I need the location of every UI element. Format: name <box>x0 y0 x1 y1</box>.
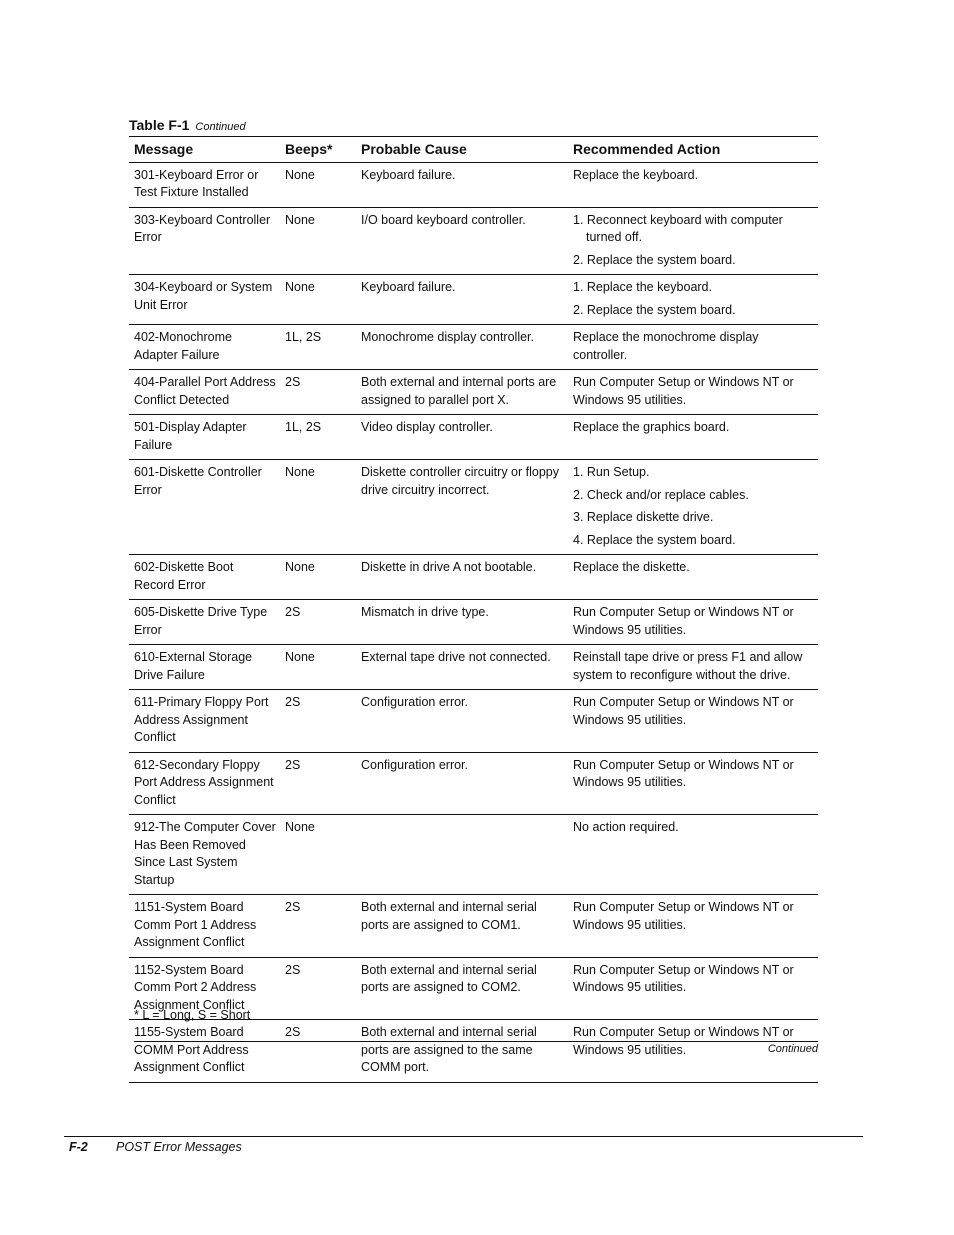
action-step: Run Computer Setup or Windows NT or Windows 95 utilities. <box>573 695 794 727</box>
probable-cause-cell: Diskette in drive A not bootable. <box>361 560 537 574</box>
recommended-action-cell <box>568 370 818 415</box>
table-continued-label: Continued <box>195 121 246 133</box>
recommended-action-cell <box>568 555 818 600</box>
beeps-cell: 2S <box>285 1025 301 1039</box>
table-footnote: * L = Long, S = Short <box>134 1008 251 1022</box>
message-cell: 601-Diskette Controller Error <box>134 465 262 497</box>
table-row <box>129 162 818 207</box>
action-step: Run Computer Setup or Windows NT or Windows 95 utilities. <box>573 962 794 994</box>
recommended-action-cell <box>568 645 818 690</box>
table-row <box>129 752 818 815</box>
beeps-cell: 2S <box>285 757 301 772</box>
probable-cause-cell: Both external and internal serial ports are assigned to COM1. <box>361 900 537 932</box>
action-step: No action required. <box>573 820 679 834</box>
message-cell: 304-Keyboard or System Unit Error <box>134 280 273 312</box>
probable-cause-cell <box>356 815 568 895</box>
action-step: Replace the keyboard. <box>573 167 699 182</box>
recommended-action-cell <box>568 460 818 555</box>
action-step: 4. Replace the system board. <box>573 532 736 547</box>
probable-cause-cell: Diskette controller circuitry or floppy drive circuitry incorrect. <box>361 465 559 497</box>
probable-cause-cell: Both external and internal ports are assigned to parallel port X. <box>361 375 557 407</box>
beeps-cell: None <box>285 820 315 834</box>
message-cell: 402-Monochrome Adapter Failure <box>134 330 232 362</box>
beeps-cell: 2S <box>285 900 301 914</box>
recommended-action-cell <box>568 415 818 460</box>
continued-note: Continued <box>767 1043 818 1055</box>
recommended-action-cell <box>568 752 818 815</box>
action-step: 2. Replace the system board. <box>573 252 736 267</box>
recommended-action-cell <box>568 895 818 958</box>
beeps-cell: 1L, 2S <box>285 330 322 344</box>
beeps-cell: 2S <box>285 605 301 619</box>
table-row <box>129 370 818 415</box>
recommended-action-cell <box>568 600 818 645</box>
recommended-action-cell <box>568 957 818 1020</box>
recommended-action-cell <box>568 690 818 753</box>
recommended-action-cell <box>568 162 818 207</box>
header-recommended-action: Recommended Action <box>568 137 818 163</box>
action-step: 2. Replace the system board. <box>573 302 736 317</box>
probable-cause-cell: Mismatch in drive type. <box>361 605 489 619</box>
recommended-action-cell <box>568 325 818 370</box>
action-step: Replace the diskette. <box>573 560 690 574</box>
action-step: 1. Run Setup. <box>573 465 650 479</box>
message-cell: 1151-System Board Comm Port 1 Address Assignment Conflict <box>134 900 257 949</box>
beeps-cell: None <box>285 560 315 574</box>
message-cell: 602-Diskette Boot Record Error <box>134 560 234 592</box>
message-cell: 303-Keyboard Controller Error <box>134 212 271 244</box>
header-probable-cause: Probable Cause <box>356 137 568 163</box>
probable-cause-cell: Keyboard failure. <box>361 280 456 294</box>
beeps-cell: 2S <box>285 695 301 709</box>
beeps-cell: None <box>285 280 315 294</box>
beeps-cell: 2S <box>285 962 301 977</box>
action-step: 1. Reconnect keyboard with computer turned off. <box>573 212 783 244</box>
table-caption <box>129 117 246 133</box>
message-cell: 611-Primary Floppy Port Address Assignment Conflict <box>134 695 269 744</box>
table-label: Table F-1 <box>129 117 190 133</box>
beeps-cell: None <box>285 167 315 182</box>
continued-divider <box>134 1041 818 1042</box>
table-row <box>129 325 818 370</box>
action-step: Run Computer Setup or Windows NT or Windows 95 utilities. <box>573 375 794 407</box>
message-cell: 301-Keyboard Error or Test Fixture Installed <box>134 167 259 199</box>
action-step: Run Computer Setup or Windows NT or Windows 95 utilities. <box>573 1025 794 1057</box>
table-row <box>129 690 818 753</box>
probable-cause-cell: External tape drive not connected. <box>361 650 551 664</box>
probable-cause-cell: Both external and internal serial ports are assigned to the same COMM port. <box>361 1025 537 1074</box>
action-step: Replace the monochrome display controller. <box>573 330 759 362</box>
table-row <box>129 815 818 895</box>
action-step: 1. Replace the keyboard. <box>573 280 712 294</box>
table-body <box>129 162 818 1082</box>
beeps-cell: 1L, 2S <box>285 420 322 434</box>
action-step: Run Computer Setup or Windows NT or Windows 95 utilities. <box>573 605 794 637</box>
action-step: 3. Replace diskette drive. <box>573 510 714 524</box>
probable-cause-cell: Configuration error. <box>361 757 469 772</box>
message-cell: 610-External Storage Drive Failure <box>134 650 253 682</box>
header-beeps: Beeps* <box>280 137 356 163</box>
probable-cause-cell: Monochrome display controller. <box>361 330 534 344</box>
table-row <box>129 1020 818 1083</box>
table-row <box>129 460 818 555</box>
table-row <box>129 555 818 600</box>
probable-cause-cell: Both external and internal serial ports are assigned to COM2. <box>361 962 537 994</box>
message-cell: 612-Secondary Floppy Port Address Assignment Conflict <box>134 757 274 807</box>
probable-cause-cell: I/O board keyboard controller. <box>361 212 526 227</box>
message-cell: 912-The Computer Cover Has Been Removed Since Last System Startup <box>134 820 276 887</box>
beeps-cell: 2S <box>285 375 301 389</box>
action-step: Reinstall tape drive or press F1 and allow system to reconfigure without the drive. <box>573 650 803 682</box>
beeps-cell: None <box>285 465 315 479</box>
table-row <box>129 415 818 460</box>
probable-cause-cell: Configuration error. <box>361 695 469 709</box>
page-number: F-2 <box>69 1140 88 1154</box>
table-row <box>129 207 818 275</box>
post-error-table <box>129 136 818 1083</box>
table-header-row <box>129 137 818 163</box>
beeps-cell: None <box>285 650 315 664</box>
message-cell: 404-Parallel Port Address Conflict Detected <box>134 375 276 407</box>
message-cell: 1152-System Board Comm Port 2 Address Assignment Conflict <box>134 962 257 1012</box>
action-step: Replace the graphics board. <box>573 420 730 434</box>
table-row <box>129 600 818 645</box>
message-cell: 501-Display Adapter Failure <box>134 420 247 452</box>
footer-section-title: POST Error Messages <box>116 1140 242 1154</box>
header-message: Message <box>129 137 280 163</box>
probable-cause-cell: Keyboard failure. <box>361 167 456 182</box>
probable-cause-cell: Video display controller. <box>361 420 493 434</box>
recommended-action-cell <box>568 815 818 895</box>
table-row <box>129 895 818 958</box>
action-step: Run Computer Setup or Windows NT or Windows 95 utilities. <box>573 757 794 789</box>
beeps-cell: None <box>285 212 315 227</box>
recommended-action-cell <box>568 275 818 325</box>
message-cell: 1155-System Board COMM Port Address Assignment Conflict <box>134 1025 249 1074</box>
footer-divider <box>64 1136 863 1137</box>
table-row <box>129 645 818 690</box>
action-step: Run Computer Setup or Windows NT or Windows 95 utilities. <box>573 900 794 932</box>
recommended-action-cell <box>568 207 818 275</box>
action-step: 2. Check and/or replace cables. <box>573 487 749 502</box>
table-row <box>129 275 818 325</box>
message-cell: 605-Diskette Drive Type Error <box>134 605 268 637</box>
